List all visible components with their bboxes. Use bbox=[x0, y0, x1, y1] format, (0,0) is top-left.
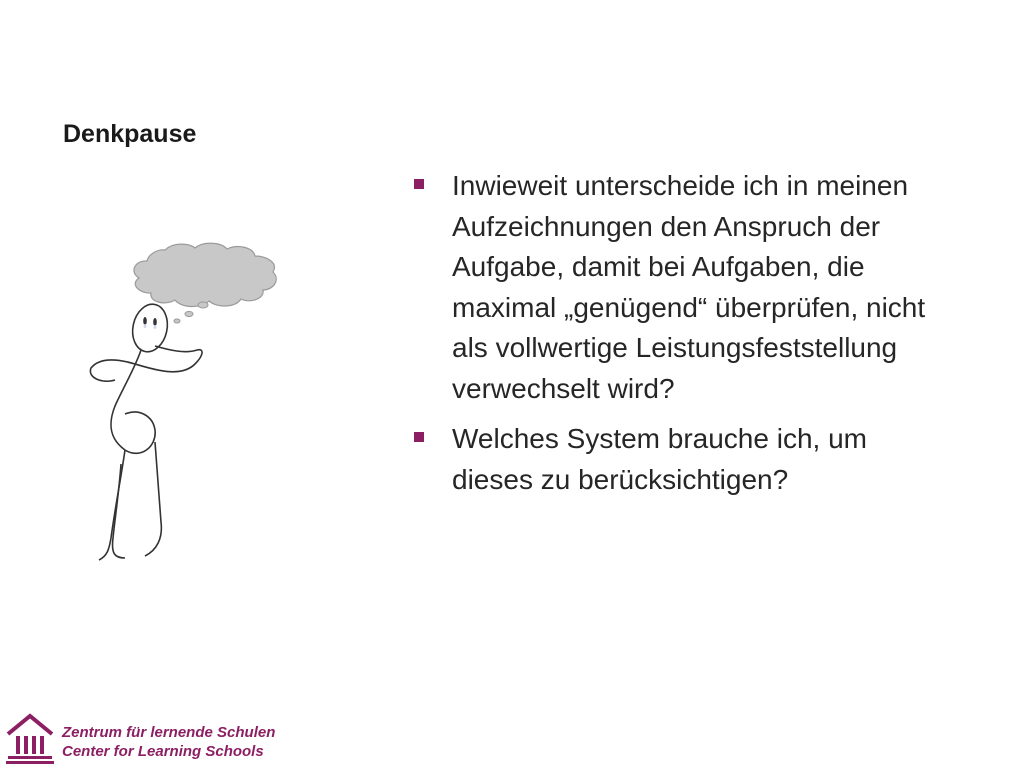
slide-title: Denkpause bbox=[63, 120, 197, 148]
organization-logo bbox=[4, 712, 304, 766]
school-building-icon bbox=[4, 712, 56, 766]
logo-text bbox=[62, 723, 275, 761]
square-bullet-icon bbox=[414, 179, 424, 189]
bullet-text: Welches System brauche ich, um dieses zu berücksichtigen? bbox=[452, 423, 867, 495]
thinking-figure-illustration bbox=[85, 238, 290, 568]
bullet-item bbox=[412, 166, 952, 409]
bullet-text: Inwieweit unterscheide ich in meinen Aufzeichnungen den Anspruch der Aufgabe, damit bei Aufgaben, die maximal „genügend“ überprüfen, nicht als vollwertige Leistungsfeststellung verwechselt wird? bbox=[452, 170, 926, 404]
bullet-item bbox=[412, 419, 952, 500]
logo-line-2: Center for Learning Schools bbox=[62, 743, 264, 760]
logo-line-1: Zentrum für lernende Schulen bbox=[62, 724, 276, 741]
square-bullet-icon bbox=[414, 432, 424, 442]
bullet-list bbox=[412, 166, 952, 510]
